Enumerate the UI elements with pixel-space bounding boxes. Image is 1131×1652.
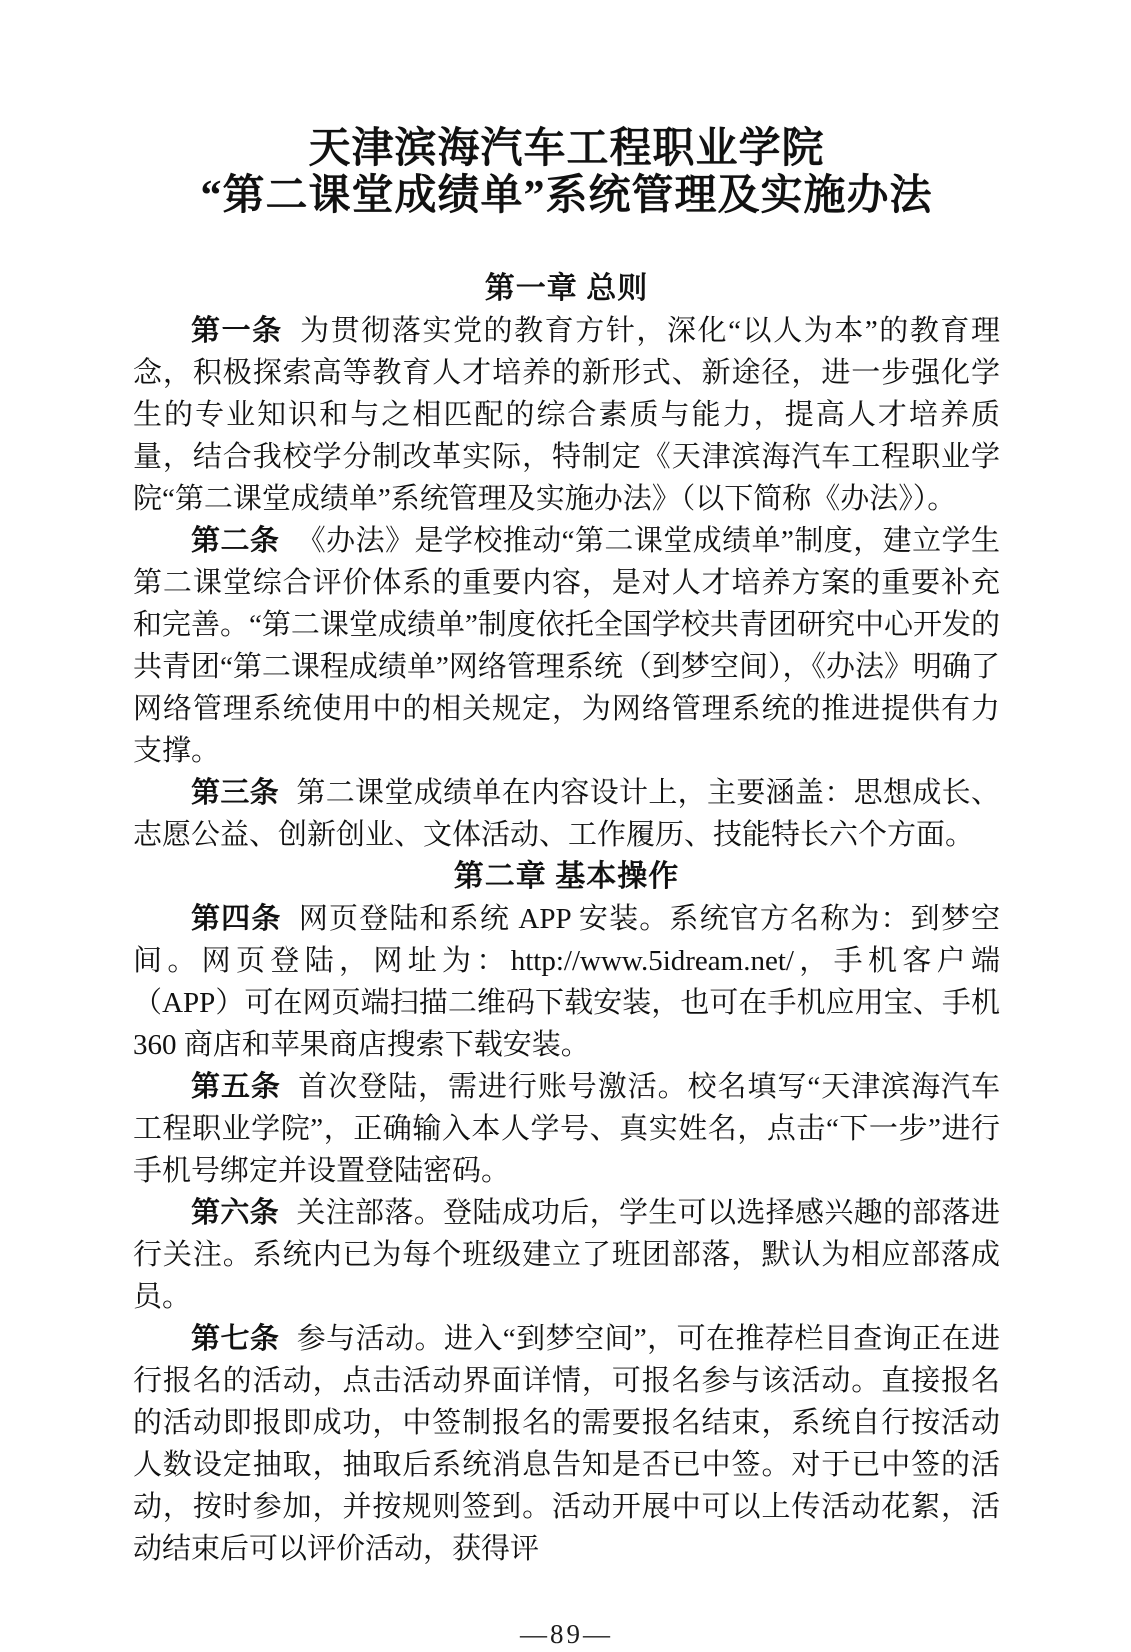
article-5-text: 首次登陆，需进行账号激活。校名填写“天津滨海汽车工程职业学院”，正确输入本人学号、真实姓名，点击“下一步”进行手机号绑定并设置登陆密码。 — [133, 1071, 1000, 1187]
article-3-label: 第三条 — [191, 777, 279, 809]
article-5 — [133, 1066, 1000, 1192]
article-1 — [133, 310, 1000, 520]
article-7-label: 第七条 — [191, 1323, 280, 1355]
article-7-text: 参与活动。进入“到梦空间”，可在推荐栏目查询正在进行报名的活动，点击活动界面详情，可报名参与该活动。直接报名的活动即报即成功，中签制报名的需要报名结束，系统自行按活动人数设定抽取，抽取后系统消息告知是否已中签。对于已中签的活动，按时参加，并按规则签到。活动开展中可以上传活动花絮，活动结束后可以评价活动，获得评 — [133, 1323, 1000, 1565]
article-4-text: 网页登陆和系统 APP 安装。系统官方名称为：到梦空间。网页登陆，网址为：http://www.5idream.net/，手机客户端（APP）可在网页端扫描二维码下载安装，也可在手机应用宝、手机 360 商店和苹果商店搜索下载安装。 — [133, 903, 1000, 1061]
article-6-text: 关注部落。登陆成功后，学生可以选择感兴趣的部落进行关注。系统内已为每个班级建立了班团部落，默认为相应部落成员。 — [133, 1197, 1000, 1313]
article-2-label: 第二条 — [191, 525, 280, 557]
article-5-label: 第五条 — [191, 1071, 281, 1103]
article-4-label: 第四条 — [191, 903, 282, 935]
article-2 — [133, 520, 1000, 772]
article-3-text: 第二课堂成绩单在内容设计上，主要涵盖：思想成长、志愿公益、创新创业、文体活动、工作履历、技能特长六个方面。 — [133, 777, 1000, 851]
article-6-label: 第六条 — [191, 1197, 279, 1229]
article-6 — [133, 1192, 1000, 1318]
article-2-text: 《办法》是学校推动“第二课堂成绩单”制度，建立学生第二课堂综合评价体系的重要内容，是对人才培养方案的重要补充和完善。“第二课堂成绩单”制度依托全国学校共青团研究中心开发的共青团“第二课程成绩单”网络管理系统（到梦空间），《办法》明确了网络管理系统使用中的相关规定，为网络管理系统的推进提供有力支撑。 — [133, 525, 1000, 767]
document-title — [133, 0, 1000, 220]
article-7 — [133, 1318, 1000, 1570]
article-4 — [133, 898, 1000, 1066]
title-line-1: 天津滨海汽车工程职业学院 — [308, 126, 825, 172]
article-1-text: 为贯彻落实党的教育方针，深化“以人为本”的教育理念，积极探索高等教育人才培养的新形式、新途径，进一步强化学生的专业知识和与之相匹配的综合素质与能力，提高人才培养质量，结合我校学分制改革实际，特制定《天津滨海汽车工程职业学院“第二课堂成绩单”系统管理及实施办法》（以下简称《办法》）。 — [133, 315, 1000, 515]
article-3 — [133, 772, 1000, 856]
chapter-2-heading: 第二章 基本操作 — [453, 860, 680, 893]
chapter-1-heading: 第一章 总则 — [484, 272, 649, 305]
article-1-label: 第一条 — [191, 315, 283, 347]
title-line-2: “第二课堂成绩单”系统管理及实施办法 — [200, 173, 933, 219]
page-number: —89— — [520, 1619, 613, 1649]
